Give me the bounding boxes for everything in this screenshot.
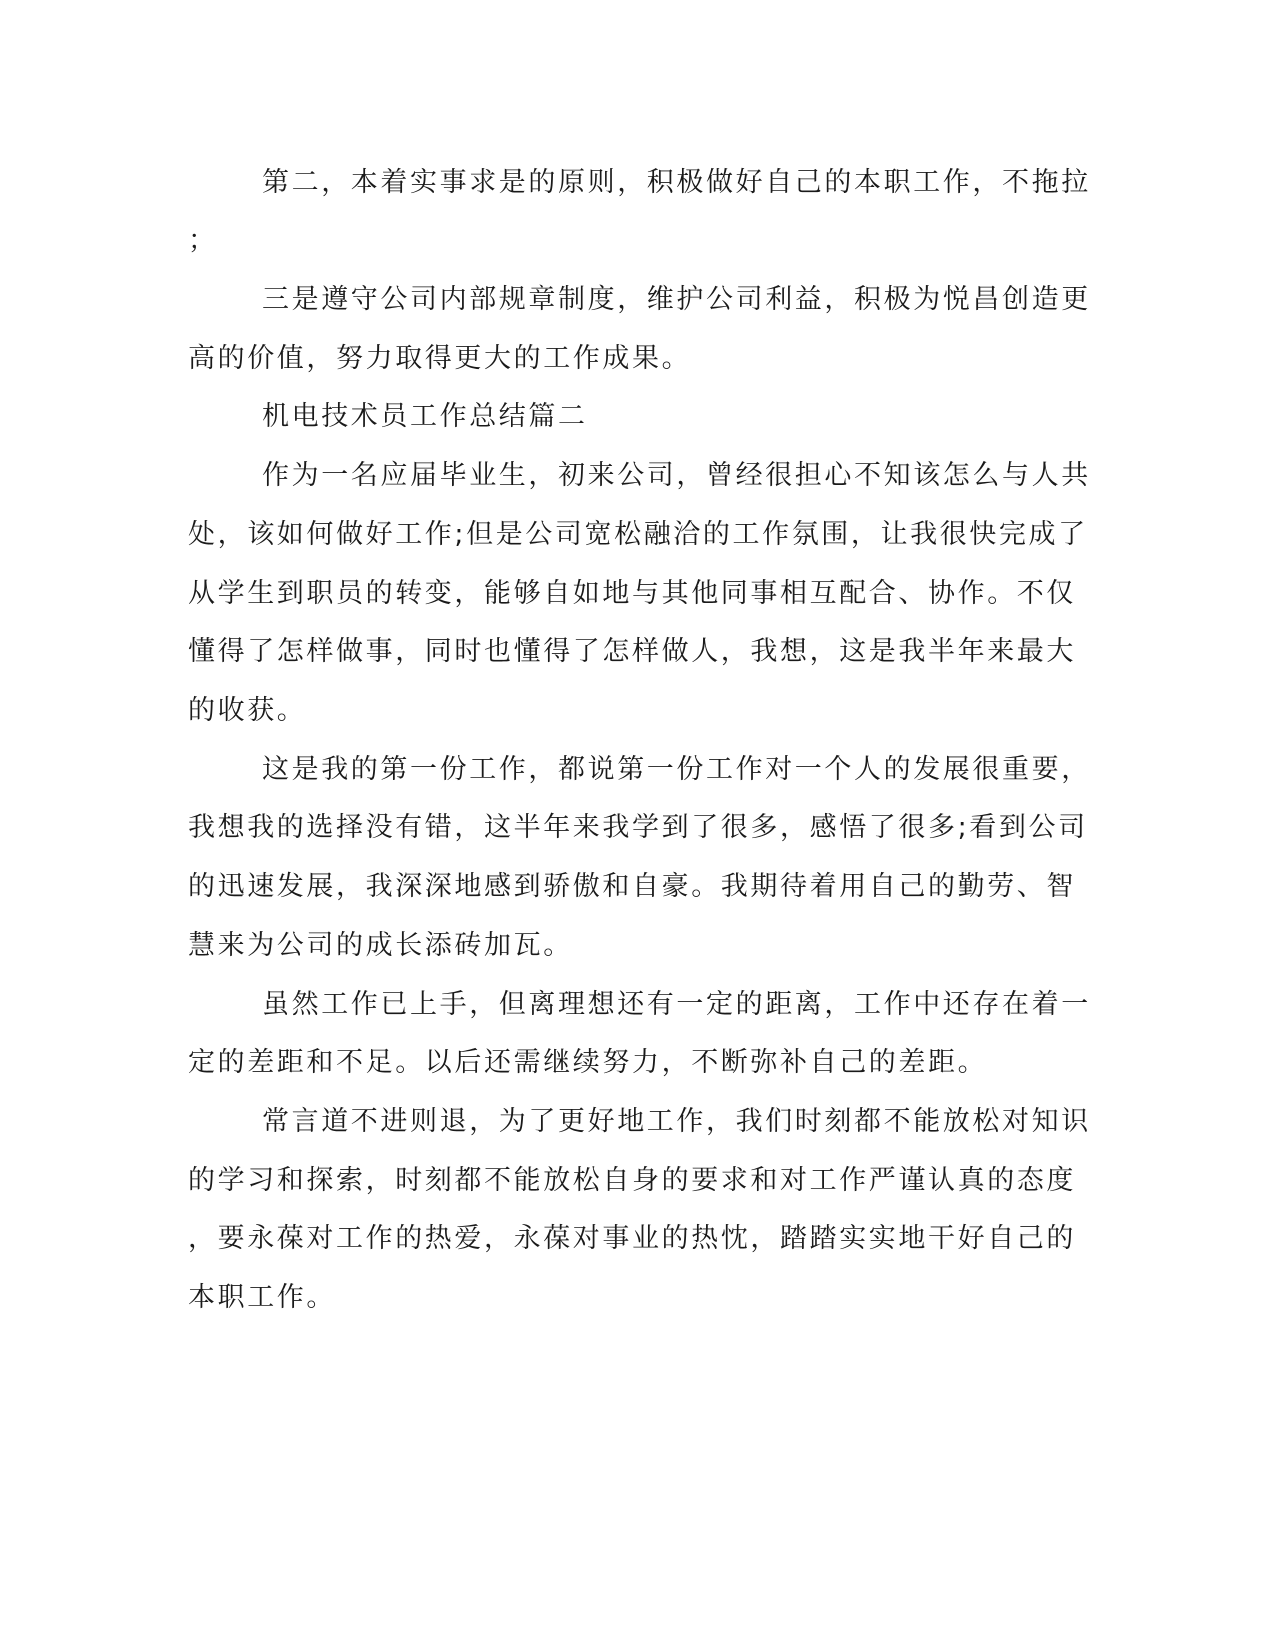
text-line: ；: [188, 225, 218, 256]
text-line: 我想我的选择没有错，这半年来我学到了很多，感悟了很多;看到公司: [188, 812, 1088, 843]
text-line: 第二，本着实事求是的原则，积极做好自己的本职工作，不拖拉: [262, 167, 1091, 198]
text-line: 高的价值，努力取得更大的工作成果。: [188, 343, 692, 374]
text-line: 本职工作。: [188, 1282, 336, 1313]
text-line: 虽然工作已上手，但离理想还有一定的距离，工作中还存在着一: [262, 989, 1091, 1020]
section-heading: 机电技术员工作总结篇二: [262, 401, 588, 432]
text-line: 懂得了怎样做事，同时也懂得了怎样做人，我想，这是我半年来最大: [188, 636, 1076, 667]
text-line: 的学习和探索，时刻都不能放松自身的要求和对工作严谨认真的态度: [188, 1165, 1076, 1196]
text-line: ，要永葆对工作的热爱，永葆对事业的热忱，踏踏实实地干好自己的: [188, 1223, 1076, 1254]
text-line: 的收获。: [188, 695, 307, 726]
text-line: 从学生到职员的转变，能够自如地与其他同事相互配合、协作。不仅: [188, 578, 1076, 609]
text-line: 常言道不进则退，为了更好地工作，我们时刻都不能放松对知识: [262, 1106, 1091, 1137]
text-line: 三是遵守公司内部规章制度，维护公司利益，积极为悦昌创造更: [262, 284, 1091, 315]
text-line: 的迅速发展，我深深地感到骄傲和自豪。我期待着用自己的勤劳、智: [188, 871, 1076, 902]
text-line: 慧来为公司的成长添砖加瓦。: [188, 930, 573, 961]
text-line: 这是我的第一份工作，都说第一份工作对一个人的发展很重要，: [262, 754, 1091, 785]
text-line: 定的差距和不足。以后还需继续努力，不断弥补自己的差距。: [188, 1047, 988, 1078]
text-line: 处，该如何做好工作;但是公司宽松融洽的工作氛围，让我很快完成了: [188, 519, 1088, 550]
text-line: 作为一名应届毕业生，初来公司，曾经很担心不知该怎么与人共: [262, 460, 1091, 491]
